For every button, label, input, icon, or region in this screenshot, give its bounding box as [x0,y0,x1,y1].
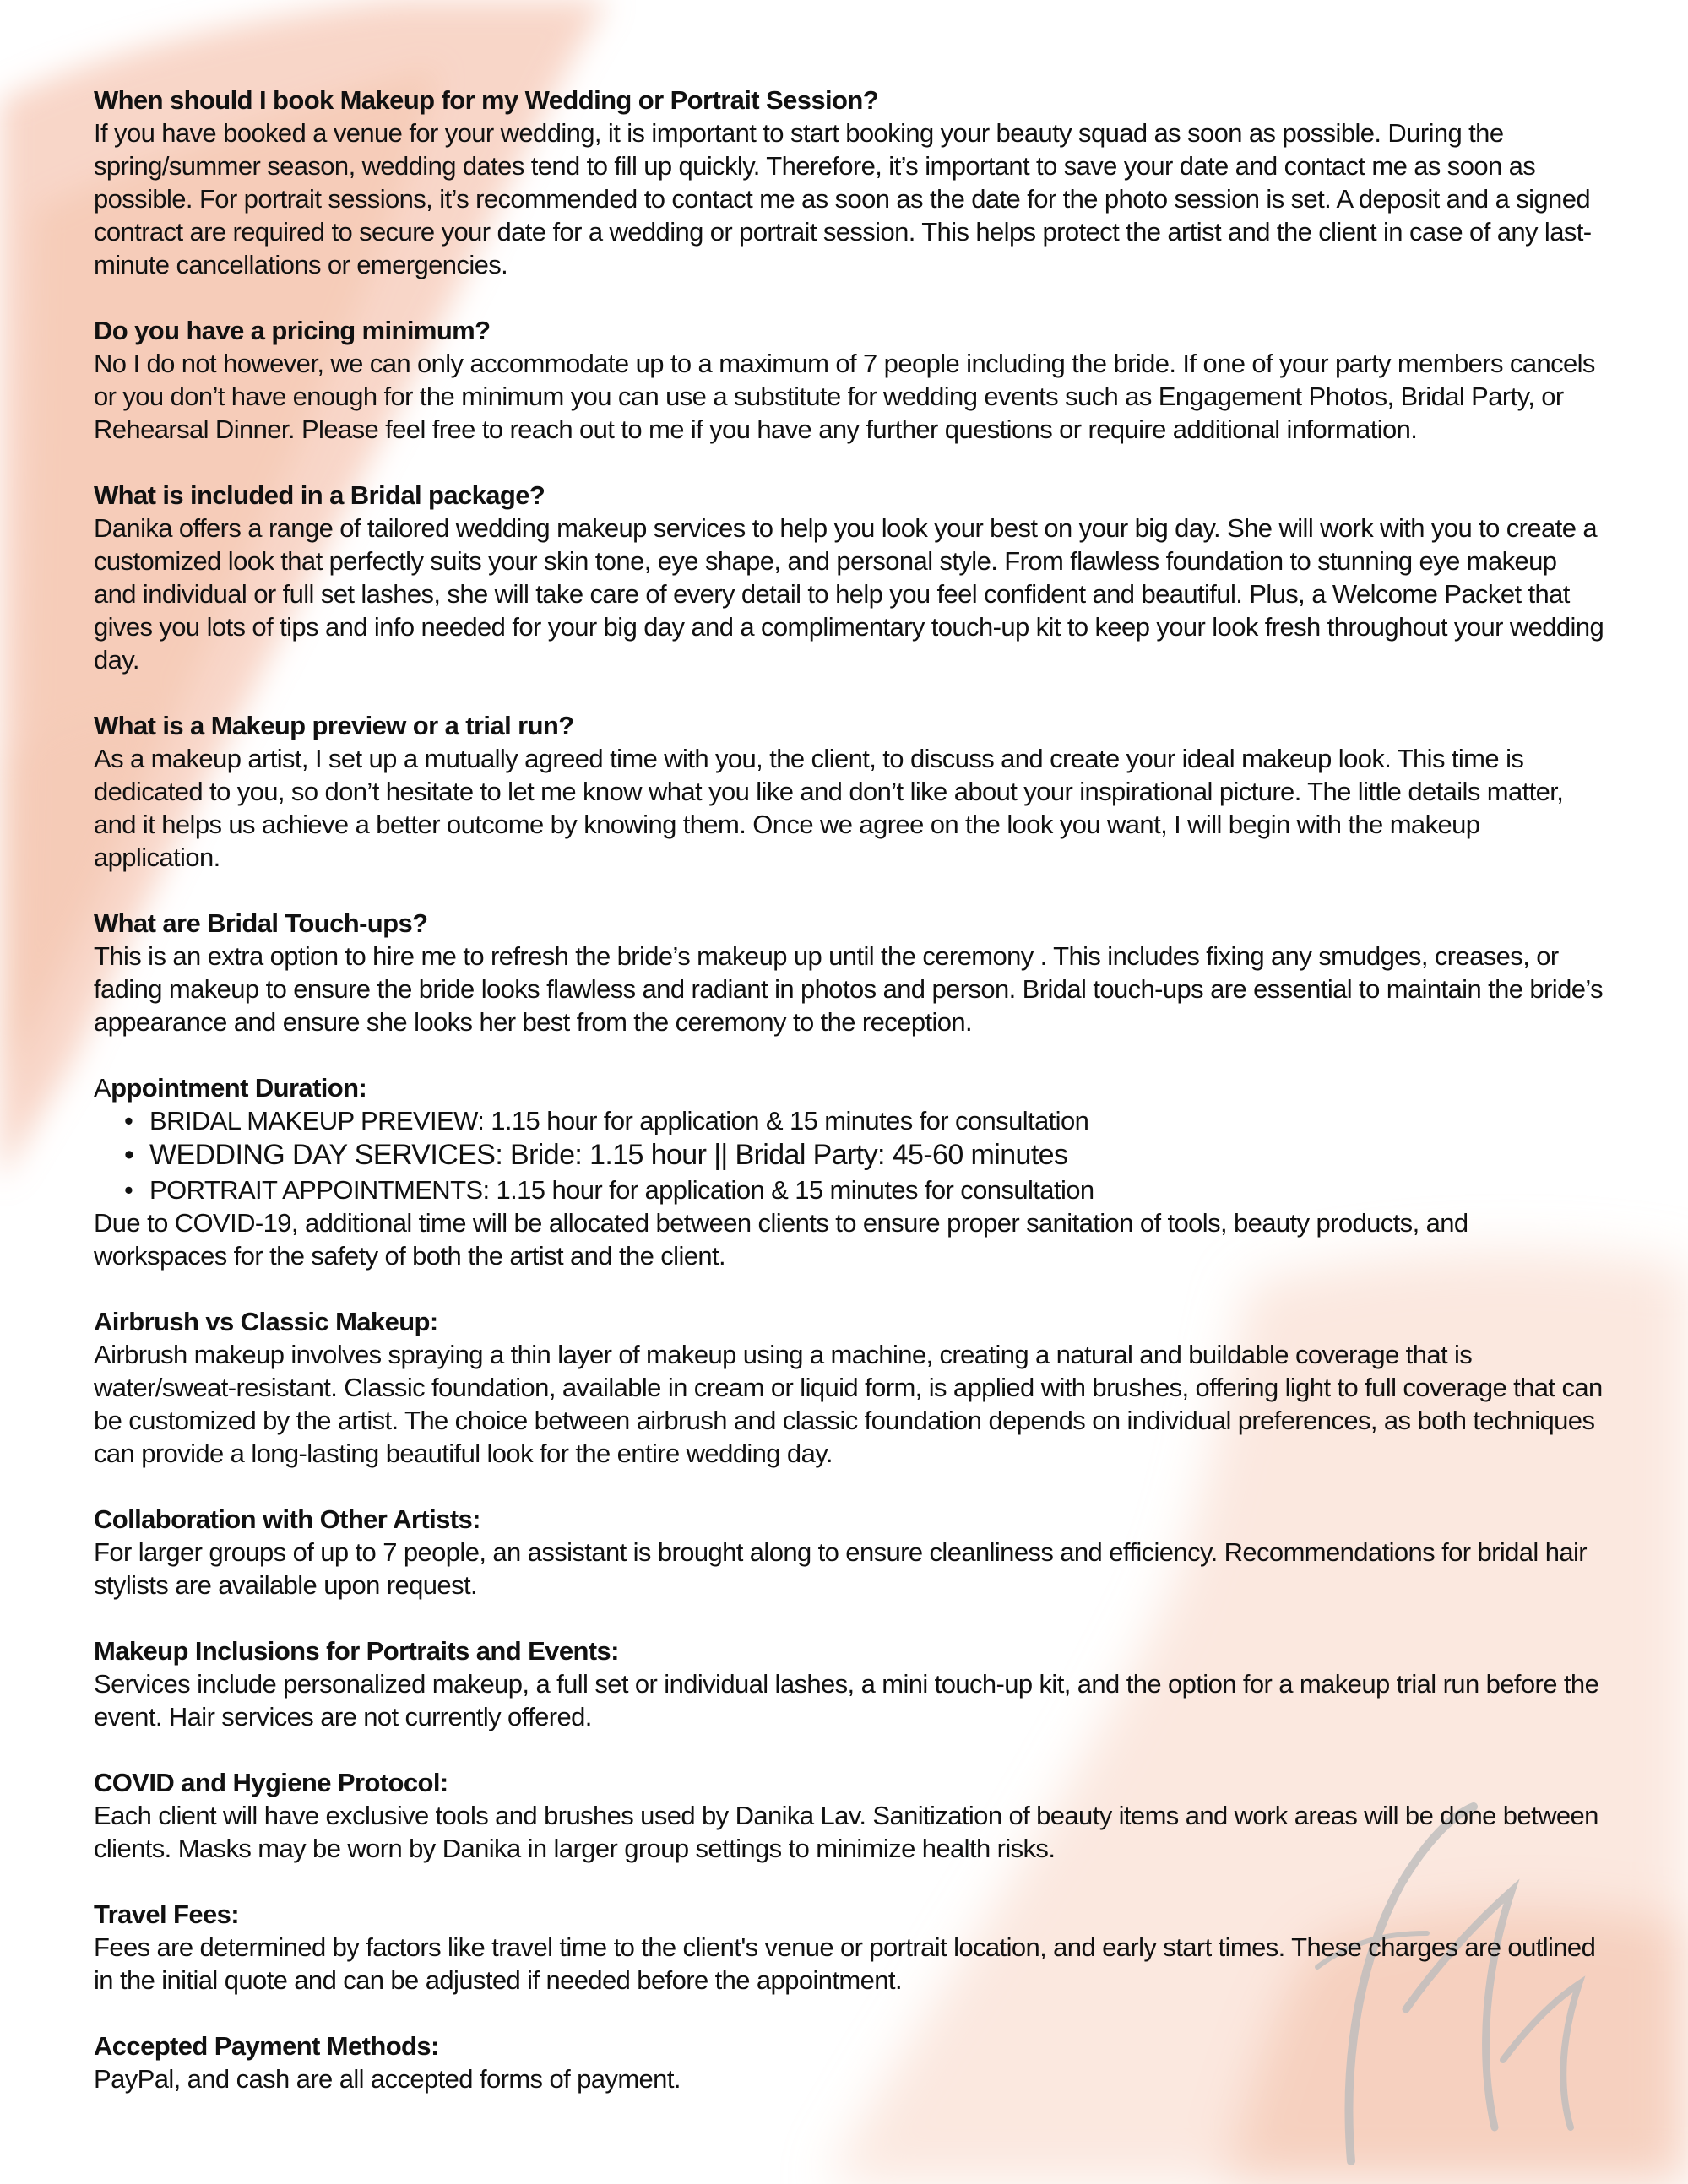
faq-section-touch-ups [94,907,1605,1038]
faq-question: What are Bridal Touch-ups? [94,908,428,938]
faq-answer: No I do not however, we can only accommodate up to a maximum of 7 people including the bride. If one of your party members cancels or you don’t have enough for the minimum you can use a substitute for wedding events such as Engagement Photos, Bridal Party, or Rehearsal Dinner. Please feel free to reach out to me if you have any further questions or require additional information. [94,349,1595,444]
faq-section-booking [94,84,1605,281]
duration-list [94,1104,1605,1206]
faq-question: COVID and Hygiene Protocol: [94,1768,448,1797]
faq-answer: This is an extra option to hire me to refresh the bride’s makeup up until the ceremony . This includes fixing any smudges, creases, or fading makeup to ensure the bride looks flawless and radiant in photos and person. Bridal touch-ups are essential to maintain the bride’s appearance and ensure she looks her best from the ceremony to the reception. [94,941,1603,1037]
list-item [116,1173,1605,1206]
faq-answer: If you have booked a venue for your wedding, it is important to start booking your beauty squad as soon as possible. During the spring/summer season, wedding dates tend to fill up quickly. Therefore, it’s important to save your date and contact me as soon as possible. For portrait sessions, it’s recommended to contact me as soon as the date for the photo session is set. A deposit and a signed contract are required to secure your date for a wedding or portrait session. This helps protect the artist and the client in case of any last-minute cancellations or emergencies. [94,118,1592,279]
faq-answer: Fees are determined by factors like travel time to the client's venue or portrait location, and early start times. These charges are outlined in the initial quote and can be adjusted if needed before the appointment. [94,1932,1596,1995]
faq-answer: As a makeup artist, I set up a mutually agreed time with you, the client, to discuss and create your ideal makeup look. This time is dedicated to you, so don’t hesitate to let me know what you like and don’t like about your inspirational picture. The little details matter, and it helps us achieve a better outcome by knowing them. Once we agree on the look you want, I will begin with the makeup application. [94,744,1564,872]
faq-question: Collaboration with Other Artists: [94,1504,480,1534]
faq-question: Makeup Inclusions for Portraits and Events: [94,1636,619,1666]
duration-heading [94,1071,1605,1104]
faq-question: Airbrush vs Classic Makeup: [94,1307,438,1336]
faq-answer: PayPal, and cash are all accepted forms of payment. [94,2064,681,2094]
faq-section-collaboration [94,1503,1605,1601]
list-item-text: BRIDAL MAKEUP PREVIEW: 1.15 hour for application & 15 minutes for consultation [149,1106,1089,1135]
faq-section-bridal-package [94,479,1605,676]
faq-section-hygiene [94,1766,1605,1865]
list-item [116,1104,1605,1137]
faq-content [94,84,1605,2128]
faq-section-duration [94,1071,1605,1272]
faq-question: When should I book Makeup for my Wedding or Portrait Session? [94,85,879,115]
list-item-text: PORTRAIT APPOINTMENTS: 1.15 hour for application & 15 minutes for consultation [149,1175,1094,1205]
list-item [116,1137,1605,1173]
faq-section-payment [94,2030,1605,2095]
faq-section-trial-run [94,709,1605,874]
duration-heading-first-letter: A [94,1073,111,1103]
faq-answer: Services include personalized makeup, a full set or individual lashes, a mini touch-up kit, and the option for a makeup trial run before the event. Hair services are not currently offered. [94,1669,1599,1731]
faq-question: What is included in a Bridal package? [94,480,545,510]
bullet-icon: • [124,1106,133,1135]
faq-answer: Airbrush makeup involves spraying a thin layer of makeup using a machine, creating a natural and buildable coverage that is water/sweat-resistant. Classic foundation, available in cream or liquid form, is applied with brushes, offering light to full coverage that can be customized by the artist. The choice between airbrush and classic foundation depends on individual preferences, as both techniques can provide a long-lasting beautiful look for the entire wedding day. [94,1340,1603,1468]
faq-question: Do you have a pricing minimum? [94,316,491,345]
faq-section-inclusions [94,1634,1605,1733]
faq-question: Travel Fees: [94,1899,240,1929]
faq-answer: Each client will have exclusive tools and brushes used by Danika Lav. Sanitization of beauty items and work areas will be done between clients. Masks may be worn by Danika in larger group settings to minimize health risks. [94,1801,1598,1863]
faq-section-airbrush [94,1305,1605,1470]
duration-note: Due to COVID-19, additional time will be allocated between clients to ensure proper sanitation of tools, beauty products, and workspaces for the safety of both the artist and the client. [94,1208,1468,1271]
faq-section-pricing [94,314,1605,446]
faq-question: What is a Makeup preview or a trial run? [94,711,574,740]
faq-answer: Danika offers a range of tailored wedding makeup services to help you look your best on your big day. She will work with you to create a customized look that perfectly suits your skin tone, eye shape, and personal style. From flawless foundation to stunning eye makeup and individual or full set lashes, she will take care of every detail to help you feel confident and beautiful. Plus, a Welcome Packet that gives you lots of tips and info needed for your big day and a complimentary touch-up kit to keep your look fresh throughout your wedding day. [94,513,1604,675]
bullet-icon: • [124,1139,134,1171]
faq-answer: For larger groups of up to 7 people, an assistant is brought along to ensure cleanliness and efficiency. Recommendations for bridal hair stylists are available upon request. [94,1537,1587,1600]
list-item-text: WEDDING DAY SERVICES: Bride: 1.15 hour || Bridal Party: 45-60 minutes [149,1139,1068,1171]
faq-section-travel-fees [94,1898,1605,1997]
faq-question: Accepted Payment Methods: [94,2031,439,2061]
duration-heading-rest: ppointment Duration: [111,1073,367,1103]
bullet-icon: • [124,1175,133,1205]
